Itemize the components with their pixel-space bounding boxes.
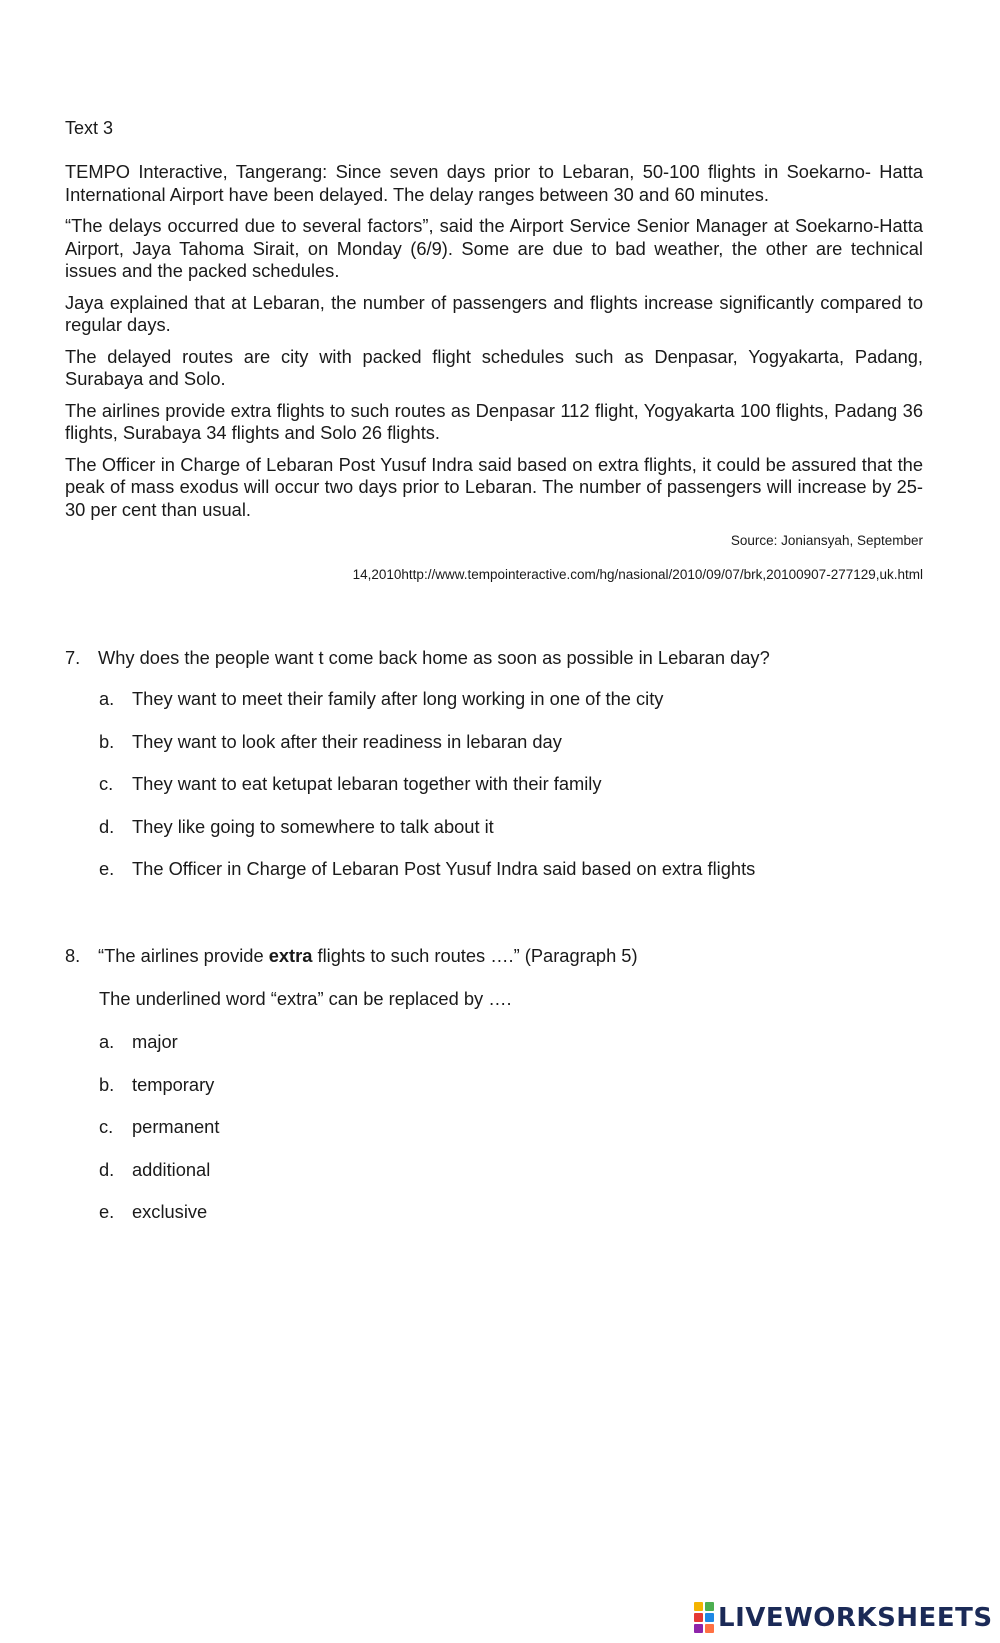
question-8-bold-word: extra	[268, 945, 313, 966]
option-letter: d.	[99, 1158, 115, 1180]
option-letter: e.	[99, 858, 115, 879]
liveworksheets-logo	[694, 1602, 993, 1633]
option-letter: c.	[99, 773, 114, 794]
option-letter: c.	[99, 1116, 114, 1137]
article-paragraph-4: The delayed routes are city with packed flight schedules such as Denpasar, Yogyakarta, Padang, Surabaya and Solo.	[65, 345, 923, 389]
question-7-option-b[interactable]	[99, 731, 755, 774]
source-url: 14,2010http://www.tempointeractive.com/hg/nasional/2010/09/07/brk,20100907-277129,uk.html	[352, 567, 923, 582]
question-8-option-b[interactable]	[99, 1074, 219, 1117]
question-7-options	[99, 688, 755, 901]
question-7-option-e[interactable]	[99, 858, 755, 901]
question-7-option-d[interactable]	[99, 816, 755, 859]
option-letter: a.	[99, 1031, 115, 1052]
option-letter: e.	[99, 1201, 115, 1222]
option-text: permanent	[132, 1116, 220, 1137]
option-text: temporary	[132, 1073, 215, 1095]
text-heading: Text 3	[65, 118, 114, 138]
option-text: exclusive	[132, 1201, 208, 1222]
question-8-prompt: The underlined word “extra” can be replaced by ….	[99, 988, 512, 1009]
article-body	[65, 161, 923, 530]
question-7-text: Why does the people want t come back home as soon as possible in Lebaran day?	[98, 647, 770, 668]
article-paragraph-5: The airlines provide extra flights to such routes as Denpasar 112 flight, Yogyakarta 100 flights, Padang 36 flights, Surabaya 34 flights and Solo 26 flights.	[65, 399, 923, 443]
article-paragraph-2: “The delays occurred due to several factors”, said the Airport Service Senior Manager at Soekarno-Hatta Airport, Jaya Tahoma Sirait, on Monday (6/9). Some are due to bad weather, the other are technical issues and the packed schedules.	[65, 215, 923, 281]
question-8	[65, 945, 638, 967]
question-8-option-e[interactable]	[99, 1201, 219, 1244]
option-letter: a.	[99, 688, 115, 709]
question-7	[65, 647, 770, 669]
question-7-number: 7.	[65, 647, 81, 668]
question-8-quote-close: flights to such routes ….” (Paragraph 5)	[312, 945, 638, 966]
question-8-option-d[interactable]	[99, 1159, 219, 1202]
option-text: They want to meet their family after long working in one of the city	[132, 688, 664, 709]
article-paragraph-1: TEMPO Interactive, Tangerang: Since seven days prior to Lebaran, 50-100 flights in Soekarno- Hatta International Airport have been delayed. The delay ranges between 30 and 60 minutes.	[65, 161, 923, 205]
question-7-option-c[interactable]	[99, 773, 755, 816]
question-8-number: 8.	[65, 945, 81, 966]
question-8-option-a[interactable]	[99, 1031, 219, 1074]
question-8-option-c[interactable]	[99, 1116, 219, 1159]
article-paragraph-3: Jaya explained that at Lebaran, the number of passengers and flights increase significantly compared to regular days.	[65, 291, 923, 335]
option-text: major	[132, 1031, 178, 1052]
option-text: The Officer in Charge of Lebaran Post Yusuf Indra said based on extra flights	[132, 858, 756, 879]
option-text: They want to look after their readiness in lebaran day	[132, 730, 562, 752]
question-8-quote-open: “The airlines provide	[98, 945, 269, 966]
option-text: They like going to somewhere to talk about it	[132, 815, 494, 837]
option-letter: b.	[99, 1073, 115, 1095]
option-letter: b.	[99, 730, 115, 752]
question-8-options	[99, 1031, 219, 1244]
option-text: They want to eat ketupat lebaran together with their family	[132, 773, 602, 794]
option-letter: d.	[99, 815, 115, 837]
article-paragraph-6: The Officer in Charge of Lebaran Post Yusuf Indra said based on extra flights, it could be assured that the peak of mass exodus will occur two days prior to Lebaran. The number of passengers will increase by 25-30 per cent than usual.	[65, 453, 923, 520]
question-7-option-a[interactable]	[99, 688, 755, 731]
liveworksheets-logo-icon	[694, 1602, 714, 1633]
logo-text: LIVEWORKSHEETS	[718, 1602, 993, 1633]
option-text: additional	[132, 1158, 211, 1180]
source-credit: Source: Joniansyah, September	[730, 533, 923, 548]
